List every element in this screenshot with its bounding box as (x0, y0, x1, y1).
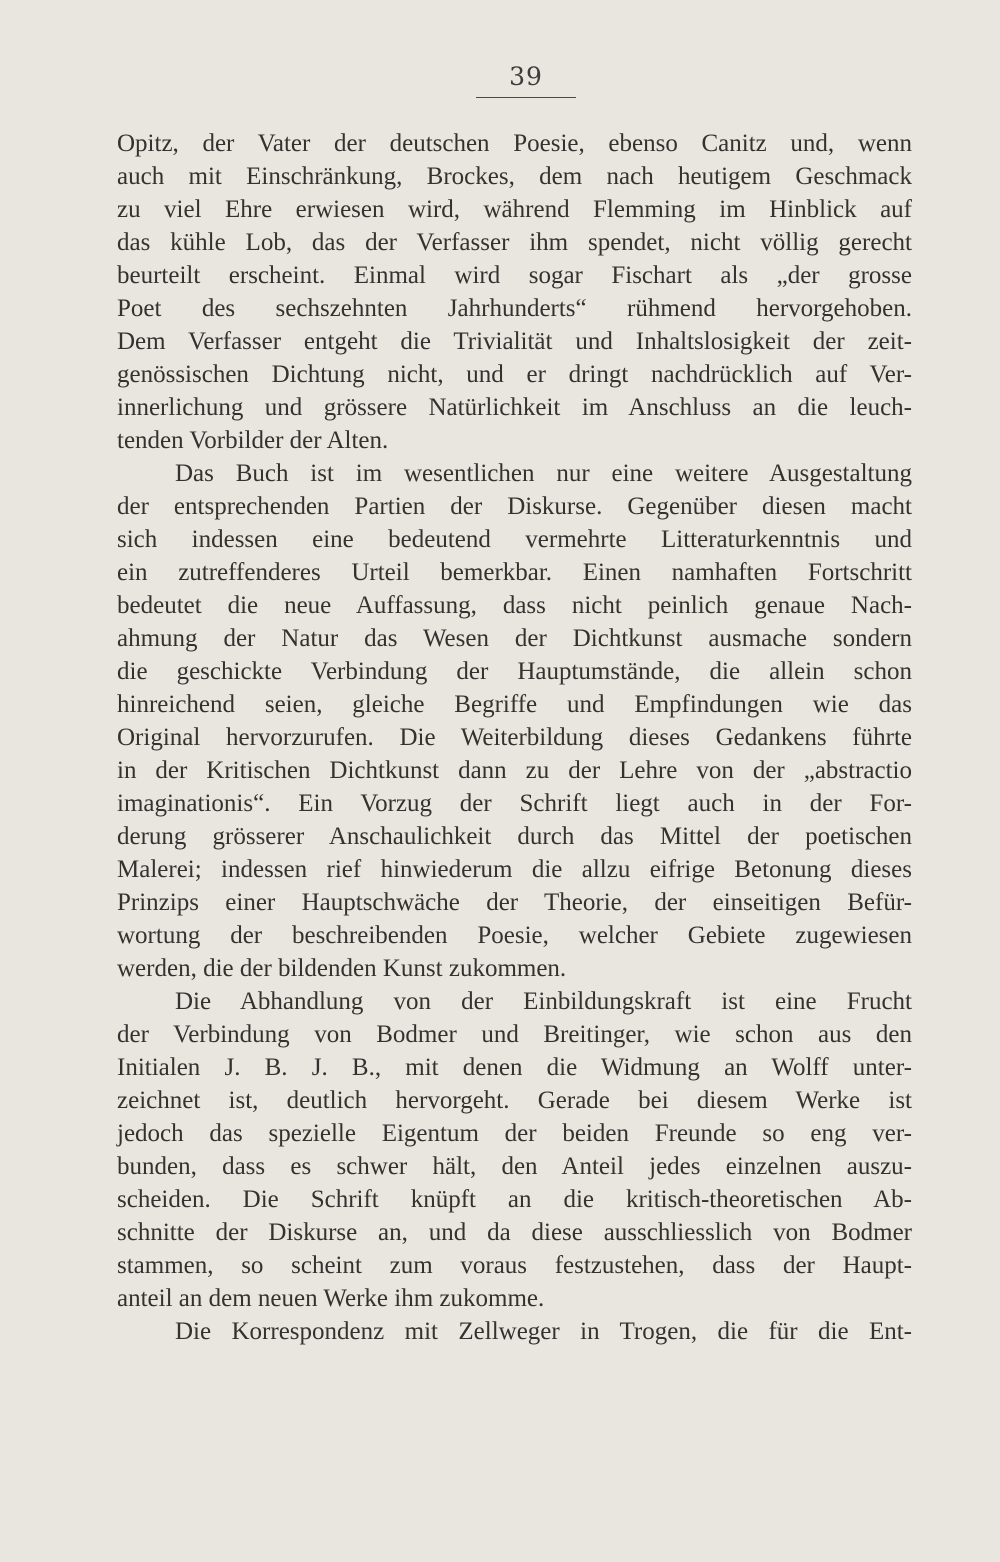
text-line: wortung der beschreibenden Poesie, welcher Gebiete zugewiesen (117, 922, 912, 949)
text-line: in der Kritischen Dichtkunst dann zu der Lehre von der „abstractio (117, 757, 912, 784)
text-line: auch mit Einschränkung, Brockes, dem nach heutigem Geschmack (117, 163, 912, 190)
text-line: Dem Verfasser entgeht die Trivialität und Inhaltslosigkeit der zeit- (117, 328, 912, 355)
text-line: beurteilt erscheint. Einmal wird sogar Fischart als „der grosse (117, 262, 912, 289)
text-line: Das Buch ist im wesentlichen nur eine weitere Ausgestaltung (175, 460, 912, 487)
text-line: stammen, so scheint zum voraus festzustehen, dass der Haupt- (117, 1252, 912, 1279)
text-line: hinreichend seien, gleiche Begriffe und Empfindungen wie das (117, 691, 912, 718)
text-line: Initialen J. B. J. B., mit denen die Widmung an Wolff unter- (117, 1054, 912, 1081)
text-line: tenden Vorbilder der Alten. (117, 427, 389, 454)
text-line: derung grösserer Anschaulichkeit durch das Mittel der poetischen (117, 823, 912, 850)
text-line: Malerei; indessen rief hinwiederum die allzu eifrige Betonung dieses (117, 856, 912, 883)
text-line: werden, die der bildenden Kunst zukommen. (117, 955, 567, 982)
text-line: schnitte der Diskurse an, und da diese ausschliesslich von Bodmer (117, 1219, 912, 1246)
text-line: scheiden. Die Schrift knüpft an die kritisch-theoretischen Ab- (117, 1186, 912, 1213)
text-line: zeichnet ist, deutlich hervorgeht. Gerade bei diesem Werke ist (117, 1087, 912, 1114)
text-line: bedeutet die neue Auffassung, dass nicht peinlich genaue Nach- (117, 592, 912, 619)
text-line: ein zutreffenderes Urteil bemerkbar. Einen namhaften Fortschritt (117, 559, 912, 586)
text-line: Poet des sechszehnten Jahrhunderts“ rühmend hervorgehoben. (117, 295, 912, 322)
text-line: imaginationis“. Ein Vorzug der Schrift liegt auch in der For- (117, 790, 912, 817)
text-line: Opitz, der Vater der deutschen Poesie, ebenso Canitz und, wenn (117, 130, 912, 157)
text-line: das kühle Lob, das der Verfasser ihm spendet, nicht völlig gerecht (117, 229, 912, 256)
text-line: der entsprechenden Partien der Diskurse. Gegenüber diesen macht (117, 493, 912, 520)
text-line: ahmung der Natur das Wesen der Dichtkunst ausmache sondern (117, 625, 912, 652)
page-number: 39 (509, 62, 543, 91)
text-line: Prinzips einer Hauptschwäche der Theorie, der einseitigen Befür- (117, 889, 912, 916)
text-line: zu viel Ehre erwiesen wird, während Flemming im Hinblick auf (117, 196, 912, 223)
text-line: die geschickte Verbindung der Hauptumstände, die allein schon (117, 658, 912, 685)
header-rule (476, 97, 576, 98)
text-line: Die Korrespondenz mit Zellweger in Trogen, die für die Ent- (175, 1318, 912, 1345)
text-line: genössischen Dichtung nicht, und er dringt nachdrücklich auf Ver- (117, 361, 912, 388)
text-line: anteil an dem neuen Werke ihm zukomme. (117, 1285, 545, 1312)
text-line: Original hervorzurufen. Die Weiterbildung dieses Gedankens führte (117, 724, 912, 751)
text-line: der Verbindung von Bodmer und Breitinger, wie schon aus den (117, 1021, 912, 1048)
body-text (117, 127, 912, 1348)
text-line: innerlichung und grössere Natürlichkeit im Anschluss an die leuch- (117, 394, 912, 421)
text-line: jedoch das spezielle Eigentum der beiden Freunde so eng ver- (117, 1120, 912, 1147)
text-line: sich indessen eine bedeutend vermehrte Litteraturkenntnis und (117, 526, 912, 553)
text-line: bunden, dass es schwer hält, den Anteil jedes einzelnen auszu- (117, 1153, 912, 1180)
text-line: Die Abhandlung von der Einbildungskraft ist eine Frucht (175, 988, 912, 1015)
